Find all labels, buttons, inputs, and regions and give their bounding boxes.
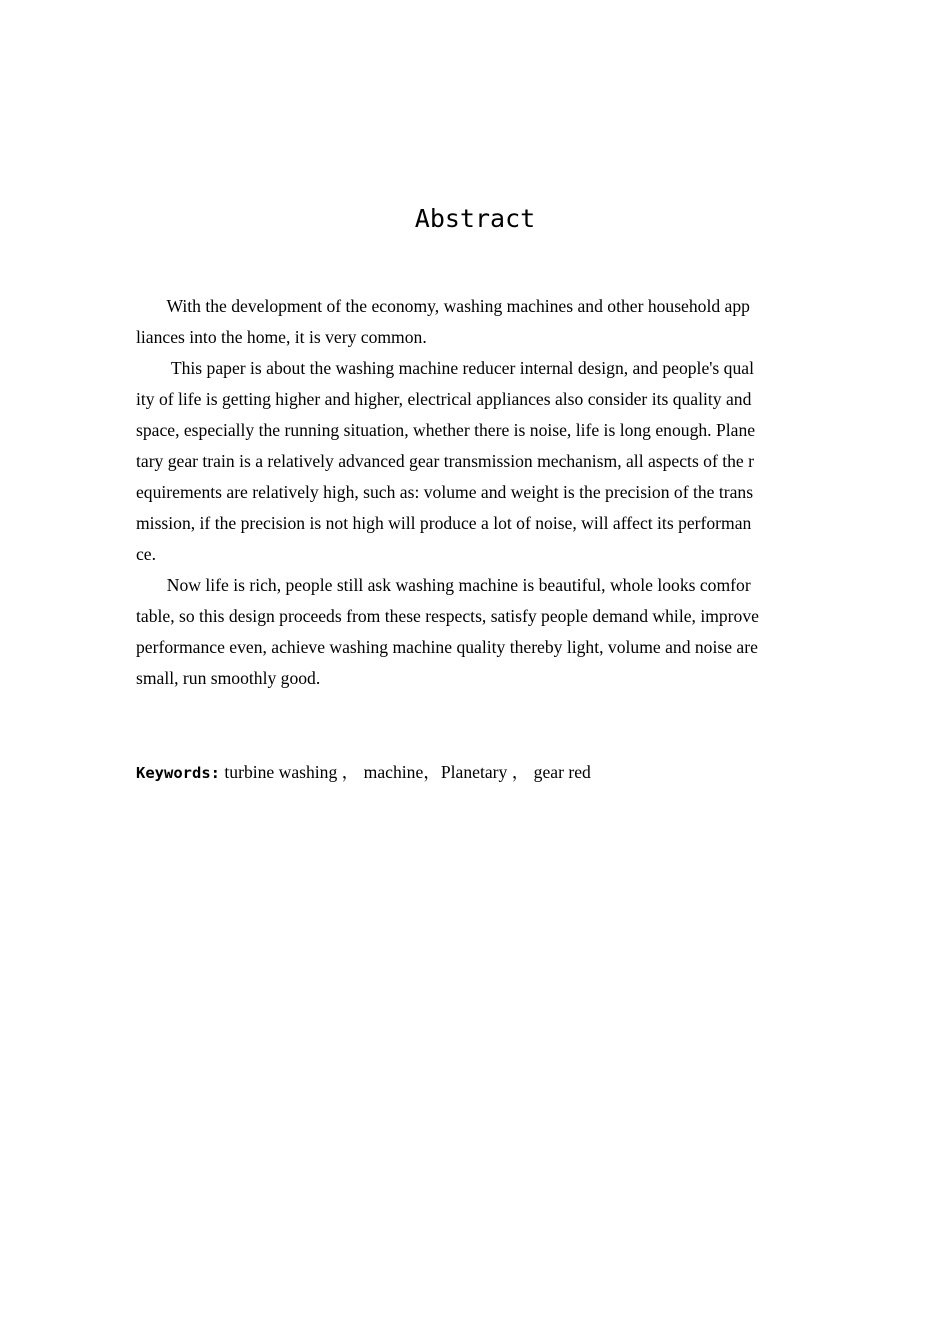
- abstract-line-3: This paper is about the washing machine reducer internal design, and people's qual: [136, 358, 754, 378]
- abstract-line-1: With the development of the economy, washing machines and other household app: [136, 296, 750, 316]
- abstract-line-8: mission, if the precision is not high will produce a lot of noise, will affect its performan: [136, 513, 752, 533]
- abstract-line-13: small, run smoothly good.: [136, 668, 321, 688]
- keywords-label: Keywords:: [136, 764, 220, 782]
- abstract-line-6: tary gear train is a relatively advanced gear transmission mechanism, all aspects of the r: [136, 451, 754, 471]
- abstract-line-4: ity of life is getting higher and higher, electrical appliances also consider its quality and: [136, 389, 752, 409]
- abstract-line-5: space, especially the running situation, whether there is noise, life is long enough. Plane: [136, 420, 756, 440]
- abstract-line-2: liances into the home, it is very common.: [136, 327, 427, 347]
- abstract-body: [136, 291, 826, 694]
- abstract-line-11: table, so this design proceeds from these respects, satisfy people demand while, improve: [136, 606, 759, 626]
- abstract-line-10: Now life is rich, people still ask washing machine is beautiful, whole looks comfor: [136, 575, 751, 595]
- abstract-line-7: equirements are relatively high, such as: volume and weight is the precision of the trans: [136, 482, 754, 502]
- abstract-line-9: ce.: [136, 544, 157, 564]
- keywords-line: [136, 757, 591, 788]
- abstract-line-12: performance even, achieve washing machine quality thereby light, volume and noise are: [136, 637, 758, 657]
- keywords-text: turbine washing ， machine，Planetary ， gear red: [220, 762, 591, 782]
- abstract-title: Abstract: [414, 204, 536, 233]
